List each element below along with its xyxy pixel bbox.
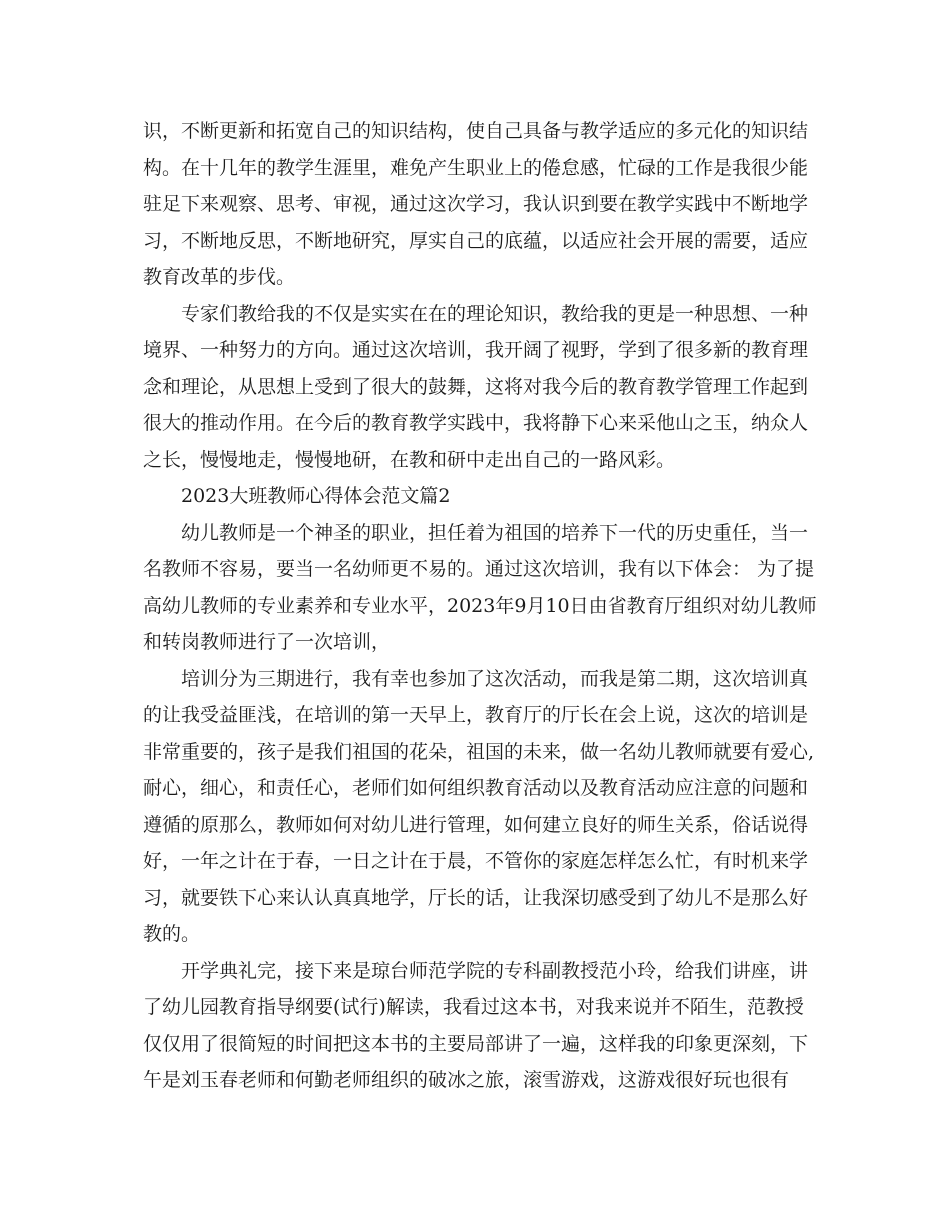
paragraph-start-line: 幼儿教师是一个神圣的职业，担任着为祖国的培养下一代的历史重任，当一 (181, 521, 809, 544)
text-line: 的让我受益匪浅，在培训的第一天早上，教育厅的厅长在会上说，这次的培训是 (143, 704, 809, 726)
text-line: 非常重要的，孩子是我们祖国的花朵，祖国的未来，做一名幼儿教师就要有爱心, (143, 740, 815, 763)
text-line: 高幼儿教师的专业素养和专业水平，2023年9月10日由省教育厅组织对幼儿教师 (143, 594, 817, 617)
text-line: 仅仅用了很简短的时间把这本书的主要局部讲了一遍，这样我的印象更深刻，下 (143, 1032, 809, 1055)
text-line: 念和理论，从思想上受到了很大的鼓舞，这将对我今后的教育教学管理工作起到 (143, 375, 809, 398)
text-line: 很大的推动作用。在今后的教育教学实践中，我将静下心来采他山之玉，纳众人 (143, 412, 809, 434)
text-line: 遵循的原那么，教师如何对幼儿进行管理，如何建立良好的师生关系，俗话说得 (143, 813, 809, 836)
text-line: 教的。 (143, 923, 201, 945)
text-line: 习，不断地反思，不断地研究，厚实自己的底蕴，以适应社会开展的需要，适应 (143, 229, 809, 252)
text-line: 习，就要铁下心来认认真真地学，厅长的话，让我深切感受到了幼儿不是那么好 (143, 886, 809, 909)
text-line: 识，不断更新和拓宽自己的知识结构，使自己具备与教学适应的多元化的知识结 (143, 120, 809, 142)
text-line: 境界、一种努力的方向。通过这次培训，我开阔了视野，学到了很多新的教育理 (143, 339, 809, 361)
text-line: 构。在十几年的教学生涯里，难免产生职业上的倦怠感，忙碌的工作是我很少能 (143, 156, 809, 179)
document-body (143, 113, 817, 1099)
text-line: 之长，慢慢地走，慢慢地研，在教和研中走出自己的一路风彩。 (143, 448, 676, 471)
text-line: 和转岗教师进行了一次培训， (143, 631, 391, 653)
text-line: 了幼儿园教育指导纲要(试行)解读，我看过这本书，对我来说并不陌生，范教授 (143, 996, 804, 1018)
paragraph-start-line: 培训分为三期进行，我有幸也参加了这次活动，而我是第二期，这次培训真 (181, 667, 809, 690)
text-line: 驻足下来观察、思考、审视，通过这次学习，我认识到要在教学实践中不断地学 (143, 193, 809, 215)
text-line: 好，一年之计在于春，一日之计在于晨，不管你的家庭怎样怎么忙，有时机来学 (143, 850, 809, 872)
text-line: 名教师不容易，要当一名幼师更不易的。通过这次培训，我有以下体会： 为了提 (143, 558, 815, 580)
text-line: 耐心，细心，和责任心，老师们如何组织教育活动以及教育活动应注意的问题和 (143, 777, 809, 799)
text-line: 午是刘玉春老师和何勤老师组织的破冰之旅，滚雪游戏，这游戏很好玩也很有 (143, 1069, 790, 1091)
paragraph-start-line: 专家们教给我的不仅是实实在在的理论知识，教给我的更是一种思想、一种 (181, 302, 809, 325)
paragraph-start-line: 开学典礼完，接下来是琼台师范学院的专科副教授范小玲，给我们讲座，讲 (181, 959, 809, 982)
section-heading: 2023大班教师心得体会范文篇2 (181, 485, 451, 507)
text-line: 教育改革的步伐。 (143, 266, 296, 288)
